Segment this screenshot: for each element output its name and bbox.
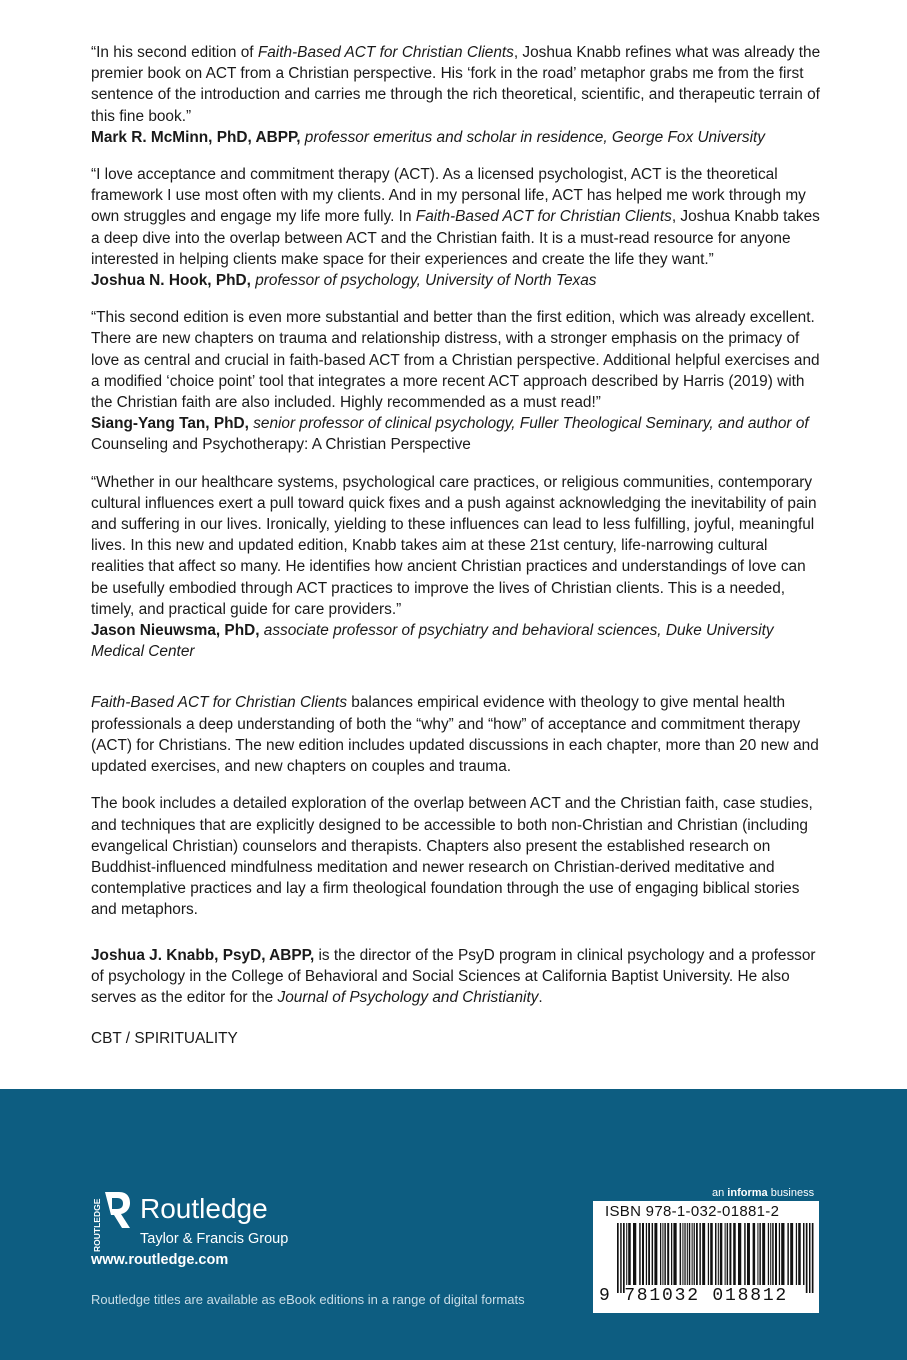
barcode-bar	[642, 1223, 644, 1285]
barcode-bar	[671, 1223, 672, 1285]
publisher-footer	[0, 1089, 907, 1360]
barcode-bar	[699, 1223, 700, 1285]
barcode-bar	[733, 1223, 736, 1285]
barcode-bar	[620, 1223, 621, 1293]
barcode-bar	[648, 1223, 650, 1285]
back-cover-text	[91, 42, 823, 1065]
barcode-bar	[633, 1223, 636, 1285]
barcode-bar	[762, 1223, 765, 1285]
barcode-bar	[738, 1223, 741, 1285]
publisher-group: Taylor & Francis Group	[140, 1231, 289, 1247]
barcode-bar	[772, 1223, 773, 1285]
barcode-bar	[747, 1223, 750, 1285]
barcode-bar	[796, 1223, 797, 1285]
barcode-bar	[768, 1223, 769, 1285]
barcode-bar	[757, 1223, 758, 1285]
subject-category: CBT / SPIRITUALITY	[91, 1030, 238, 1048]
endorsement-quote: “This second edition is even more substantial and better than the first edition, which was already excellent. There are new chapters on trauma and relationship distress, with a stronger emphasis on the primacy of love as central and crucial in faith-based ACT from a Christian perspective. Additional helpful exercises and a modified ‘choice point’ tool that integrates a more recent ACT approach described by Harris (2019) with the Christian faith are also included. Highly recommended as a must read!”	[91, 309, 820, 412]
barcode-bar	[787, 1223, 788, 1285]
endorsement-attribution: Mark R. McMinn, PhD, ABPP, professor emeritus and scholar in residence, George Fox University	[91, 128, 766, 146]
barcode-bar	[727, 1223, 728, 1285]
barcode-bar	[673, 1223, 676, 1285]
barcode-bar	[660, 1223, 661, 1285]
barcode-bar	[687, 1223, 688, 1285]
barcode-bar	[680, 1223, 681, 1285]
barcode-bar	[759, 1223, 760, 1285]
barcode-bar	[806, 1223, 808, 1293]
endorsement	[91, 307, 823, 455]
endorsement-quote: “I love acceptance and commitment therapy (ACT). As a licensed psychologist, ACT is the theoretical framework I use most often with my clients. And in my personal life, ACT has helped me work through my own struggles and engage my life more fully. In Faith-Based ACT for Christian Clients, Joshua Knabb takes a deep dive into the overlap between ACT and the Christian faith. It is a must-read resource for anyone interested in helping clients make space for their experiences and create the life they want.”	[91, 166, 820, 268]
endorsement-attribution: Siang-Yang Tan, PhD, senior professor of clinical psychology, Fuller Theological Seminary, and author of Counseling and Psychotherapy: A Christian Perspective	[91, 415, 809, 454]
barcode-bar	[775, 1223, 777, 1285]
barcode-bar	[779, 1223, 780, 1285]
barcode-bar	[725, 1223, 726, 1285]
barcode-bar	[652, 1223, 653, 1285]
barcode-digits: 9 781032 018812	[599, 1286, 789, 1306]
svg-text:ROUTLEDGE: ROUTLEDGE	[92, 1198, 102, 1252]
barcode-bar	[646, 1223, 647, 1285]
barcode-bar	[692, 1223, 693, 1285]
barcode-bar	[664, 1223, 665, 1285]
barcode-bar	[781, 1223, 784, 1285]
barcode-bar	[667, 1223, 669, 1285]
barcode-bar	[696, 1223, 698, 1285]
barcode-bar	[694, 1223, 695, 1285]
barcode-bar	[744, 1223, 745, 1285]
barcode-bar	[710, 1223, 713, 1285]
barcode-bar	[753, 1223, 756, 1285]
barcode-bar	[626, 1223, 627, 1285]
barcode-bar	[809, 1223, 810, 1293]
barcode-bar	[770, 1223, 771, 1285]
barcode-bar	[790, 1223, 793, 1285]
barcode-bar	[623, 1223, 625, 1293]
barcode-bar	[682, 1223, 683, 1285]
endorsement	[91, 42, 823, 148]
barcode-bar	[639, 1223, 640, 1285]
barcode-bar	[708, 1223, 709, 1285]
barcode-bar	[684, 1223, 685, 1285]
barcode-bar	[729, 1223, 731, 1285]
barcode-bars	[617, 1223, 815, 1293]
barcode-bar	[803, 1223, 804, 1285]
endorsement-attribution: Jason Nieuwsma, PhD, associate professor of psychiatry and behavioral sciences, Duke University Medical Center	[91, 622, 774, 661]
barcode-bar	[718, 1223, 719, 1285]
barcode-bar	[798, 1223, 801, 1285]
publisher-name: Routledge	[140, 1193, 268, 1224]
barcode-bar	[715, 1223, 716, 1285]
barcode-bar	[720, 1223, 723, 1285]
endorsement-quote: “Whether in our healthcare systems, psychological care practices, or religious communities, contemporary cultural influences exert a pull toward quick fixes and a push against acknowledging the inevitability of pain and suffering in our lives. Ironically, yielding to these influences can lead to less fulfilling, joyful, meaningful lives. In this new and updated edition, Knabb takes aim at these 21st century, life-narrowing cultural realities that affect so many. He identifies how ancient Christian practices and understandings of love can be usefully embodied through ACT practices to improve the lives of Christian clients. This is a needed, timely, and practical guide for care providers.”	[91, 473, 817, 618]
barcode-bar	[689, 1223, 690, 1285]
endorsement	[91, 472, 823, 663]
barcode-bar	[662, 1223, 663, 1285]
publisher-url[interactable]: www.routledge.com	[91, 1252, 229, 1268]
barcode-bar	[628, 1223, 631, 1285]
isbn-barcode	[593, 1201, 819, 1313]
author-bio: Joshua J. Knabb, PsyD, ABPP, is the director of the PsyD program in clinical psychology and a professor of psychology in the College of Behavioral and Social Sciences at California Baptist University. He also serves as the editor for the Journal of Psychology and Christianity.	[91, 946, 816, 1006]
ebook-note: Routledge titles are available as eBook editions in a range of digital formats	[91, 1292, 525, 1307]
endorsement-quote: “In his second edition of Faith-Based ACT for Christian Clients, Joshua Knabb refines what was already the premier book on ACT from a Christian perspective. His ‘fork in the road’ metaphor grabs me from the first sentence of the introduction and carries me through the rich theoretical, scientific, and therapeutic terrain of this fine book.”	[91, 44, 821, 125]
isbn-number: ISBN 978-1-032-01881-2	[605, 1203, 780, 1220]
barcode-bar	[654, 1223, 657, 1285]
endorsement	[91, 164, 823, 291]
routledge-logo-icon	[91, 1190, 131, 1254]
book-description: Faith-Based ACT for Christian Clients balances empirical evidence with theology to give mental health professionals a deep understanding of both the “why” and “how” of acceptance and commitment therapy (ACT) for Christians. The new edition includes updated discussions in each chapter, more than 20 new and updated exercises, and new chapters on couples and trauma.	[91, 694, 819, 776]
barcode-bar	[702, 1223, 705, 1285]
endorsement-attribution: Joshua N. Hook, PhD, professor of psychology, University of North Texas	[91, 272, 597, 290]
book-description-detail: The book includes a detailed exploration of the overlap between ACT and the Christian faith, case studies, and techniques that are explicitly designed to be accessible to both non-Christian and Christian (including evangelical Christian) counselors and therapists. Chapters also present the established research on Buddhist-influenced mindfulness meditation and newer research on Christian-derived meditative and contemplative practices and lay a firm theological foundation through the use of engaging biblical stories and metaphors.	[91, 795, 813, 919]
barcode-bar	[812, 1223, 814, 1293]
informa-tagline: an informa business	[712, 1187, 815, 1199]
barcode-bar	[617, 1223, 619, 1293]
